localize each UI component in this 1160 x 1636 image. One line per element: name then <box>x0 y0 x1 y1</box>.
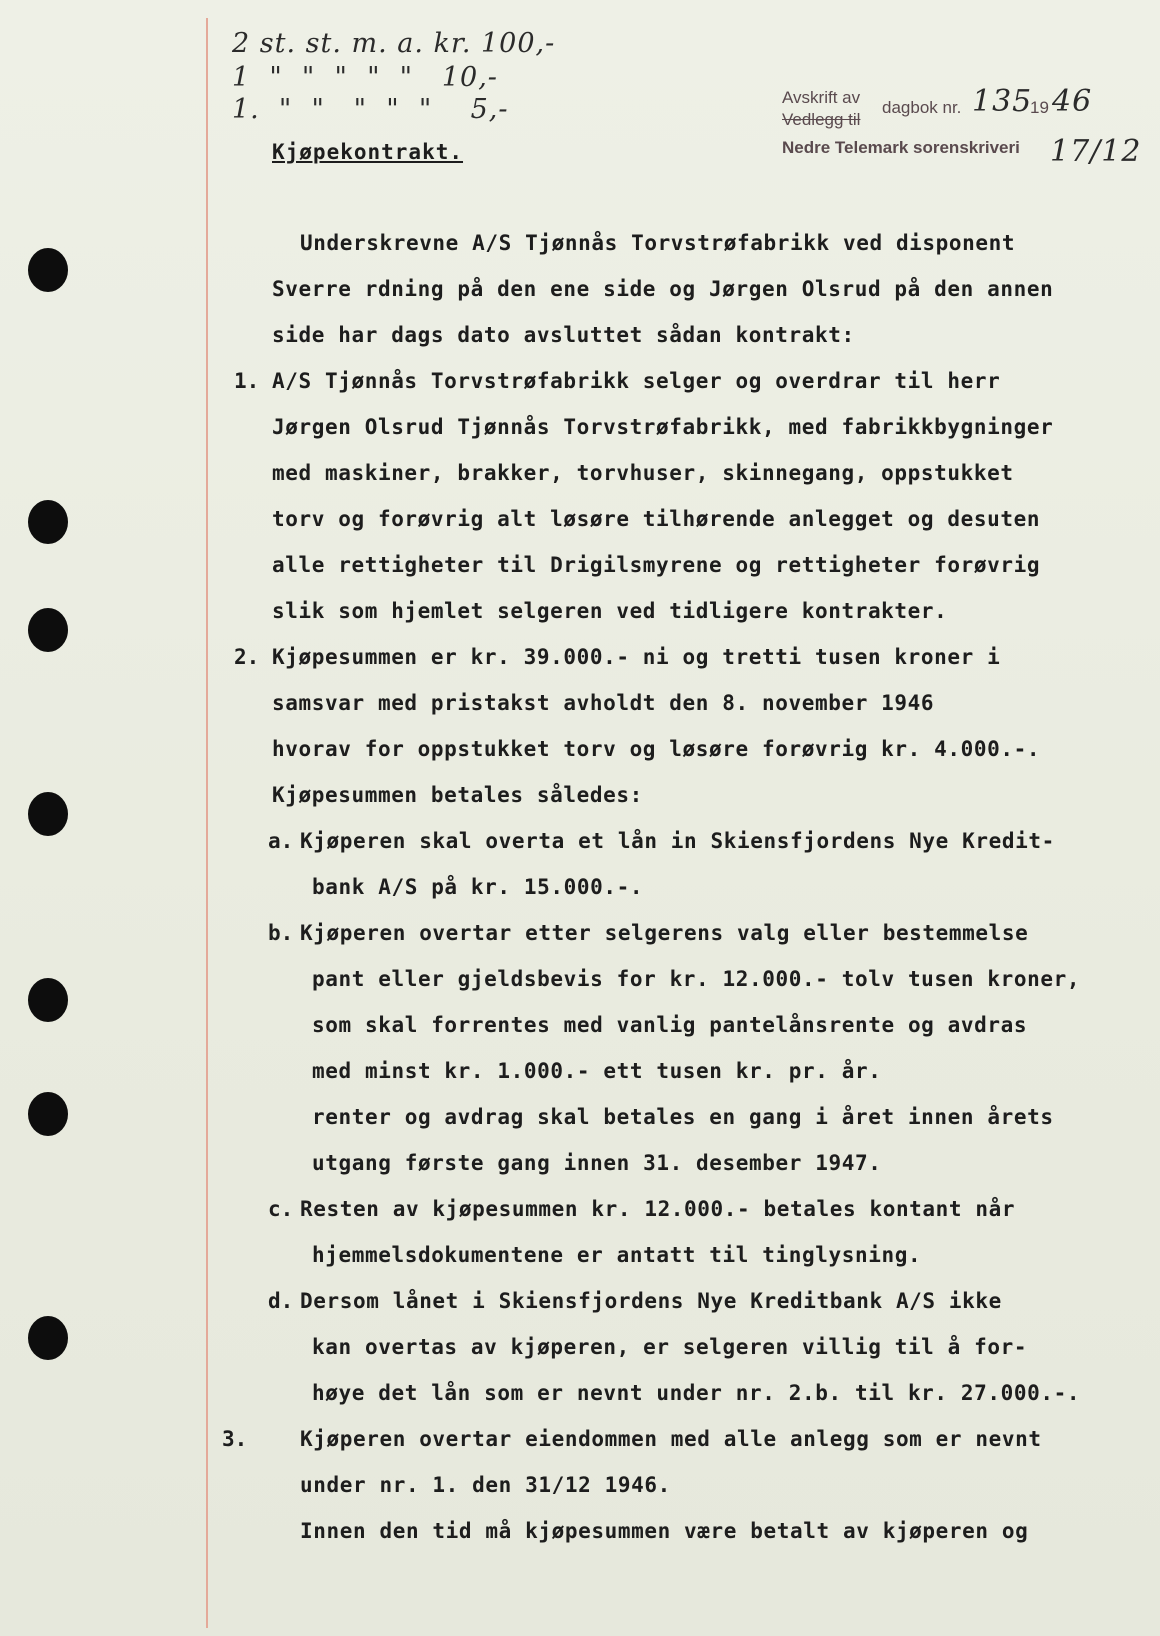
text-line: hvorav for oppstukket torv og løsøre forøvrig kr. 4.000.-. <box>272 737 1041 761</box>
text-line: som skal forrentes med vanlig pantelånsrente og avdras <box>312 1013 1028 1037</box>
punch-hole <box>28 1316 68 1360</box>
text-line: kan overtas av kjøperen, er selgeren villig til å for- <box>312 1335 1028 1359</box>
handwritten-date: 17/12 <box>1050 134 1142 169</box>
text-line: alle rettigheter til Drigilsmyrene og rettigheter forøvrig <box>272 553 1041 577</box>
margin-rule <box>206 18 208 1628</box>
text-line: renter og avdrag skal betales en gang i året innen årets <box>312 1105 1054 1129</box>
punch-hole <box>28 792 68 836</box>
sub-clause-marker: c. <box>268 1197 294 1221</box>
text-line: under nr. 1. den 31/12 1946. <box>300 1473 671 1497</box>
text-line: utgang første gang innen 31. desember 1947. <box>312 1151 882 1175</box>
text-line: Underskrevne A/S Tjønnås Torvstrøfabrikk ved disponent <box>300 231 1016 255</box>
text-line: samsvar med pristakst avholdt den 8. november 1946 <box>272 691 935 715</box>
year-prefix: 19 <box>1030 98 1049 117</box>
text-line: side har dags dato avsluttet sådan kontrakt: <box>272 323 855 347</box>
text-line: Kjøpesummen betales således: <box>272 783 643 807</box>
sub-clause-marker: b. <box>268 921 294 945</box>
text-line: Resten av kjøpesummen kr. 12.000.- betales kontant når <box>300 1197 1016 1221</box>
registry-stamp-line2: Vedlegg til <box>782 110 861 129</box>
text-line: torv og forøvrig alt løsøre tilhørende anlegget og desuten <box>272 507 1041 531</box>
sub-clause-marker: a. <box>268 829 294 853</box>
sub-clause-marker: d. <box>268 1289 294 1313</box>
text-line: Kjøperen skal overta et lån in Skiensfjordens Nye Kredit- <box>300 829 1055 853</box>
text-line: Kjøperen overtar eiendommen med alle anlegg som er nevnt <box>300 1427 1042 1451</box>
punch-hole <box>28 1092 68 1136</box>
punch-hole <box>28 978 68 1022</box>
clause-marker: 2. <box>234 645 260 669</box>
document-title: Kjøpekontrakt. <box>272 140 464 164</box>
punch-hole <box>28 248 68 292</box>
text-line: Kjøpesummen er kr. 39.000.- ni og tretti tusen kroner i <box>272 645 1001 669</box>
text-line: hjemmelsdokumentene er antatt til tinglysning. <box>312 1243 922 1267</box>
handwritten-stamp-note-1: 2 st. st. m. a. kr. 100,- <box>232 28 556 59</box>
text-line: slik som hjemlet selgeren ved tidligere kontrakter. <box>272 599 948 623</box>
text-line: Dersom lånet i Skiensfjordens Nye Kreditbank A/S ikke <box>300 1289 1002 1313</box>
text-line: Kjøperen overtar etter selgerens valg eller bestemmelse <box>300 921 1029 945</box>
punch-hole <box>28 608 68 652</box>
text-line: med minst kr. 1.000.- ett tusen kr. pr. år. <box>312 1059 882 1083</box>
handwritten-stamp-note-2: 1 " " " " " 10,- <box>232 62 498 93</box>
dagbok-number: 135 <box>972 84 1033 119</box>
text-line: Innen den tid må kjøpesummen være betalt av kjøperen og <box>300 1519 1029 1543</box>
text-line: A/S Tjønnås Torvstrøfabrikk selger og overdrar til herr <box>272 369 1001 393</box>
dagbok-label: dagbok nr. <box>882 98 962 117</box>
year-suffix: 46 <box>1052 84 1093 119</box>
court-stamp: Nedre Telemark sorenskriveri <box>782 138 1020 157</box>
text-line: Sverre rdning på den ene side og Jørgen Olsrud på den annen <box>272 277 1054 301</box>
text-line: pant eller gjeldsbevis for kr. 12.000.- tolv tusen kroner, <box>312 967 1081 991</box>
clause-marker: 1. <box>234 369 260 393</box>
text-line: høye det lån som er nevnt under nr. 2.b. til kr. 27.000.-. <box>312 1381 1081 1405</box>
registry-stamp-line1: Avskrift av <box>782 88 861 107</box>
handwritten-stamp-note-3: 1. " " " " " 5,- <box>232 94 509 125</box>
text-line: med maskiner, brakker, torvhuser, skinnegang, oppstukket <box>272 461 1014 485</box>
punch-hole <box>28 500 68 544</box>
clause-marker: 3. <box>222 1427 248 1451</box>
text-line: bank A/S på kr. 15.000.-. <box>312 875 644 899</box>
text-line: Jørgen Olsrud Tjønnås Torvstrøfabrikk, med fabrikkbygninger <box>272 415 1054 439</box>
